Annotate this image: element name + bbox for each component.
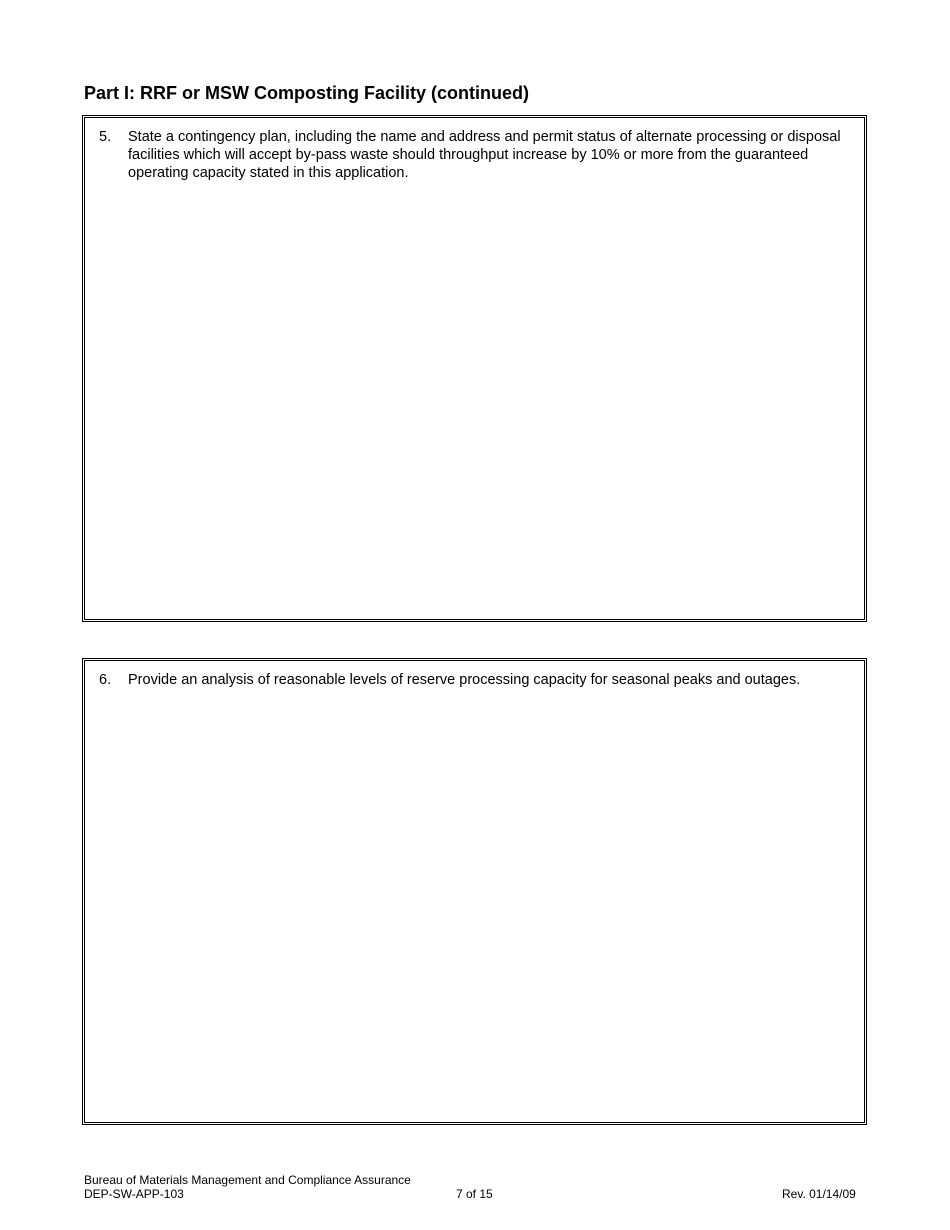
footer-form-number: DEP-SW-APP-103 <box>84 1187 184 1201</box>
question-6-answer-area[interactable] <box>99 699 852 1112</box>
question-6 <box>99 671 852 689</box>
question-6-box <box>82 658 867 1125</box>
page-title: Part I: RRF or MSW Composting Facility (continued) <box>84 83 529 103</box>
footer-revision: Rev. 01/14/09 <box>782 1187 856 1201</box>
question-5-box <box>82 115 867 622</box>
question-6-number: 6. <box>99 672 112 688</box>
question-5-answer-area[interactable] <box>99 192 852 609</box>
footer-page-indicator: 7 of 15 <box>456 1187 493 1201</box>
question-6-text: Provide an analysis of reasonable levels of reserve processing capacity for seasonal peaks and outages. <box>128 672 801 688</box>
question-5-number: 5. <box>99 129 112 145</box>
question-5 <box>99 128 852 182</box>
footer-bureau: Bureau of Materials Management and Compliance Assurance <box>84 1173 411 1187</box>
question-5-text: State a contingency plan, including the name and address and permit status of alternate processing or disposal facilities which will accept by-pass waste should throughput increase by 10% or more from the guaranteed operating capacity stated in this application. <box>128 129 841 181</box>
